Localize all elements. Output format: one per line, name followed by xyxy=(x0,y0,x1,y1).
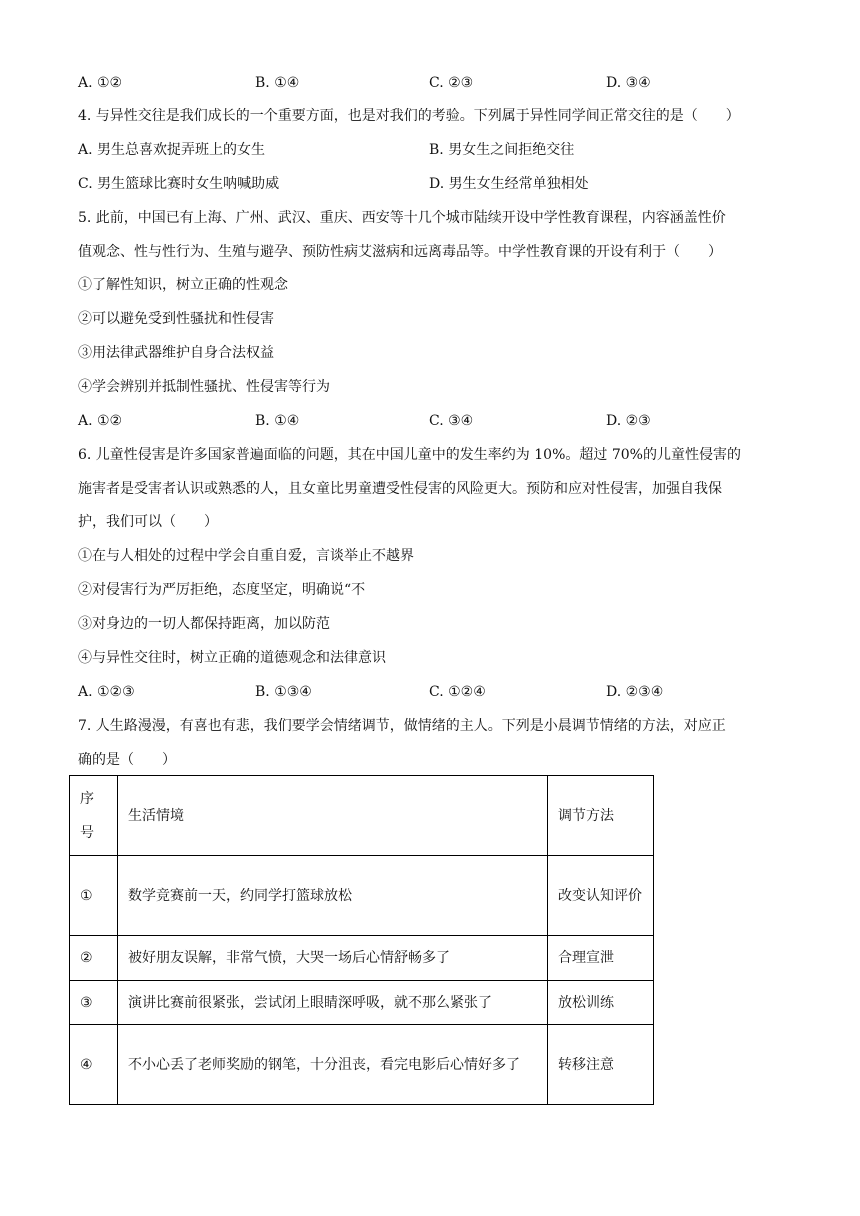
q6-stem-line1: 6. 儿童性侵害是许多国家普遍面临的问题，其在中国儿童中的发生率约为 10%。超过 70%的儿童性侵害的 xyxy=(78,447,741,463)
q5-options xyxy=(78,411,778,431)
q4-option-c: C. 男生篮球比赛时女生呐喊助威 xyxy=(78,176,280,192)
q5-stem-line2: 值观念、性与性行为、生殖与避孕、预防性病艾滋病和远离毒品等。中学性教育课的开设有利于（ ） xyxy=(78,244,722,260)
q4-option-b: B. 男女生之间拒绝交往 xyxy=(429,142,575,158)
table-header-index: 序号 xyxy=(70,776,118,856)
q6-stem-line2: 施害者是受害者认识或熟悉的人，且女童比男童遭受性侵害的风险更大。预防和应对性侵害，加强自我保 xyxy=(78,481,722,497)
q5-option-a: A. ①② xyxy=(78,413,123,429)
table-cell-situation: 不小心丢了老师奖励的钢笔，十分沮丧，看完电影后心情好多了 xyxy=(118,1025,548,1105)
q5-option-c: C. ③④ xyxy=(429,413,474,429)
table-header-situation: 生活情境 xyxy=(118,776,548,856)
q6-item-2: ②对侵害行为严厉拒绝，态度坚定，明确说“不 xyxy=(78,582,366,598)
q6-item-1: ①在与人相处的过程中学会自重自爱，言谈举止不越界 xyxy=(78,548,414,564)
q5-item-2: ②可以避免受到性骚扰和性侵害 xyxy=(78,311,274,327)
q3-option-a: A. ①② xyxy=(78,75,123,91)
table-row xyxy=(70,856,654,936)
q3-option-d: D. ③④ xyxy=(606,75,651,91)
q5-option-d: D. ②③ xyxy=(606,413,651,429)
q4-stem: 4. 与异性交往是我们成长的一个重要方面，也是对我们的考验。下列属于异性同学间正常交往的是（ ） xyxy=(78,108,740,124)
emotion-regulation-table xyxy=(69,775,654,1105)
q6-item-3: ③对身边的一切人都保持距离，加以防范 xyxy=(78,616,330,632)
table-cell-method: 改变认知评价 xyxy=(548,856,654,936)
table-cell-index: ② xyxy=(70,936,118,981)
q4-option-a: A. 男生总喜欢捉弄班上的女生 xyxy=(78,142,266,158)
q6-stem-line3: 护，我们可以（ ） xyxy=(78,514,218,530)
q7-stem-line1: 7. 人生路漫漫，有喜也有悲，我们要学会情绪调节，做情绪的主人。下列是小晨调节情绪的方法，对应正 xyxy=(78,718,726,734)
q3-option-c: C. ②③ xyxy=(429,75,474,91)
q5-item-1: ①了解性知识，树立正确的性观念 xyxy=(78,277,288,293)
table-row xyxy=(70,1025,654,1105)
q6-option-b: B. ①③④ xyxy=(255,684,312,700)
q6-option-d: D. ②③④ xyxy=(606,684,664,700)
q3-options xyxy=(78,73,778,93)
q5-option-b: B. ①④ xyxy=(255,413,300,429)
q5-stem-line1: 5. 此前，中国已有上海、广州、武汉、重庆、西安等十几个城市陆续开设中学性教育课程，内容涵盖性价 xyxy=(78,210,726,226)
table-cell-method: 转移注意 xyxy=(548,1025,654,1105)
table-header-row xyxy=(70,776,654,856)
q6-option-a: A. ①②③ xyxy=(78,684,135,700)
table-cell-index: ① xyxy=(70,856,118,936)
q6-item-4: ④与异性交往时，树立正确的道德观念和法律意识 xyxy=(78,650,386,666)
q5-item-4: ④学会辨别并抵制性骚扰、性侵害等行为 xyxy=(78,379,330,395)
q6-options xyxy=(78,682,778,702)
table-row xyxy=(70,981,654,1025)
q6-option-c: C. ①②④ xyxy=(429,684,486,700)
table-cell-situation: 数学竞赛前一天，约同学打篮球放松 xyxy=(118,856,548,936)
q4-option-d: D. 男生女生经常单独相处 xyxy=(429,176,589,192)
table-cell-method: 放松训练 xyxy=(548,981,654,1025)
q3-option-b: B. ①④ xyxy=(255,75,300,91)
table-row xyxy=(70,936,654,981)
q4-options-row2 xyxy=(78,174,778,194)
table-header-method: 调节方法 xyxy=(548,776,654,856)
table-cell-index: ③ xyxy=(70,981,118,1025)
q7-stem-line2: 确的是（ ） xyxy=(78,752,176,768)
table-cell-situation: 演讲比赛前很紧张，尝试闭上眼睛深呼吸，就不那么紧张了 xyxy=(118,981,548,1025)
table-cell-index: ④ xyxy=(70,1025,118,1105)
table-cell-situation: 被好朋友误解，非常气愤，大哭一场后心情舒畅多了 xyxy=(118,936,548,981)
table-cell-method: 合理宣泄 xyxy=(548,936,654,981)
q4-options-row1 xyxy=(78,140,778,160)
q5-item-3: ③用法律武器维护自身合法权益 xyxy=(78,345,274,361)
